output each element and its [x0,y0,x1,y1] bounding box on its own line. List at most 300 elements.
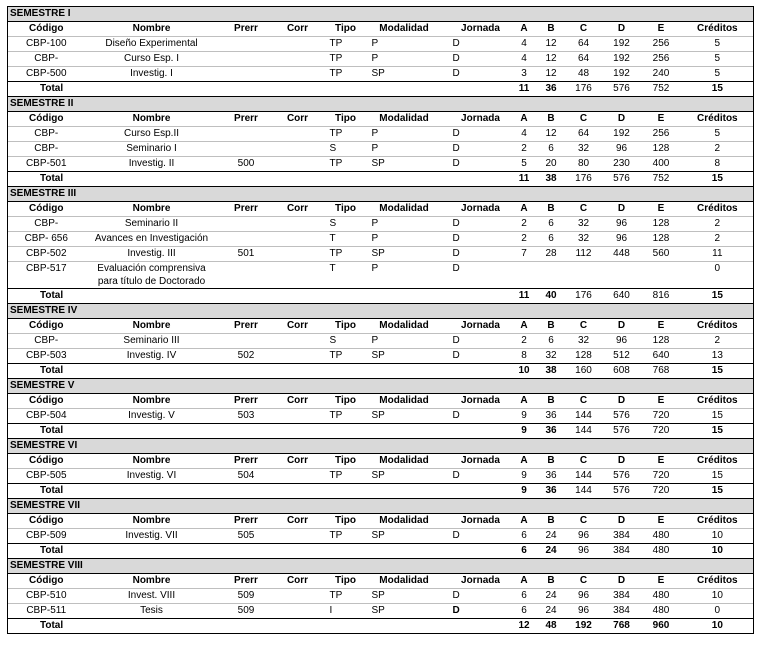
total-creditos: 15 [682,289,754,304]
total-corr [274,172,322,187]
semester-title-row [8,97,754,112]
course-row [8,409,754,424]
course-modalidad: P [364,334,439,349]
total-prerr [219,619,274,634]
column-header-creditos: Créditos [682,202,754,217]
total-nombre [85,484,219,499]
column-header-d: D [603,112,641,127]
column-header-corr: Corr [274,202,322,217]
course-codigo: CBP- [8,217,85,232]
course-b: 20 [538,157,565,172]
column-header-nombre: Nombre [85,514,219,529]
course-tipo: TP [322,127,364,142]
course-prerr [219,127,274,142]
semester-title-row [8,7,754,22]
total-tipo [322,82,364,97]
total-b: 36 [538,82,565,97]
course-row [8,262,754,289]
column-header-b: B [538,514,565,529]
total-nombre [85,544,219,559]
total-creditos: 10 [682,544,754,559]
column-header-b: B [538,319,565,334]
course-codigo: CBP-505 [8,469,85,484]
course-c: 32 [565,217,603,232]
semester-title: SEMESTRE VII [8,499,754,514]
course-row [8,127,754,142]
column-header-a: A [511,112,538,127]
column-header-b: B [538,202,565,217]
course-creditos: 5 [682,52,754,67]
column-header-c: C [565,454,603,469]
total-a: 9 [511,424,538,439]
course-corr [274,142,322,157]
semester-total-row [8,544,754,559]
total-jornada [439,172,511,187]
course-modalidad: P [364,127,439,142]
column-header-modalidad: Modalidad [364,574,439,589]
course-corr [274,247,322,262]
column-header-modalidad: Modalidad [364,202,439,217]
column-header-tipo: Tipo [322,574,364,589]
course-nombre: Investig. VII [85,529,219,544]
course-row [8,247,754,262]
total-prerr [219,172,274,187]
course-tipo: S [322,334,364,349]
column-header-a: A [511,22,538,37]
course-prerr: 503 [219,409,274,424]
course-row [8,142,754,157]
course-modalidad: SP [364,409,439,424]
course-creditos: 0 [682,262,754,289]
total-a: 6 [511,544,538,559]
course-b: 6 [538,334,565,349]
total-modalidad [364,619,439,634]
course-prerr [219,217,274,232]
course-b: 36 [538,469,565,484]
course-prerr [219,232,274,247]
course-corr [274,349,322,364]
total-d: 640 [603,289,641,304]
total-a: 11 [511,289,538,304]
total-modalidad [364,364,439,379]
column-header-nombre: Nombre [85,574,219,589]
course-jornada: D [439,217,511,232]
course-d: 192 [603,37,641,52]
course-nombre: Investig. I [85,67,219,82]
total-creditos: 15 [682,364,754,379]
column-header-tipo: Tipo [322,22,364,37]
semester-title-row [8,187,754,202]
course-jornada: D [439,604,511,619]
course-e: 640 [641,349,682,364]
course-prerr: 500 [219,157,274,172]
course-corr [274,52,322,67]
course-creditos: 10 [682,529,754,544]
column-header-row [8,514,754,529]
course-b: 6 [538,217,565,232]
course-codigo: CBP-504 [8,409,85,424]
course-corr [274,469,322,484]
total-nombre [85,172,219,187]
course-c: 64 [565,37,603,52]
column-header-e: E [641,574,682,589]
course-d: 230 [603,157,641,172]
semester-total-row [8,172,754,187]
column-header-b: B [538,22,565,37]
column-header-corr: Corr [274,394,322,409]
column-header-row [8,394,754,409]
total-b: 38 [538,172,565,187]
course-prerr: 502 [219,349,274,364]
total-modalidad [364,544,439,559]
course-e: 480 [641,604,682,619]
total-c: 144 [565,484,603,499]
course-codigo: CBP- [8,142,85,157]
total-tipo [322,424,364,439]
course-d: 384 [603,529,641,544]
column-header-e: E [641,454,682,469]
course-b: 24 [538,529,565,544]
course-creditos: 13 [682,349,754,364]
course-jornada: D [439,127,511,142]
course-e: 480 [641,529,682,544]
total-c: 160 [565,364,603,379]
total-a: 9 [511,484,538,499]
course-c: 96 [565,529,603,544]
course-tipo: TP [322,349,364,364]
column-header-c: C [565,22,603,37]
total-corr [274,364,322,379]
semester-title: SEMESTRE V [8,379,754,394]
total-d: 576 [603,82,641,97]
column-header-modalidad: Modalidad [364,514,439,529]
column-header-corr: Corr [274,22,322,37]
column-header-d: D [603,454,641,469]
column-header-row [8,22,754,37]
course-prerr [219,334,274,349]
total-c: 176 [565,172,603,187]
column-header-jornada: Jornada [439,22,511,37]
column-header-row [8,319,754,334]
course-nombre: Diseño Experimental [85,37,219,52]
course-jornada: D [439,262,511,289]
total-b: 38 [538,364,565,379]
course-a: 4 [511,37,538,52]
total-d: 384 [603,544,641,559]
course-a: 6 [511,604,538,619]
course-c: 64 [565,52,603,67]
course-b: 32 [538,349,565,364]
column-header-tipo: Tipo [322,202,364,217]
course-e: 256 [641,37,682,52]
course-modalidad: SP [364,529,439,544]
course-codigo: CBP-517 [8,262,85,289]
course-corr [274,232,322,247]
course-corr [274,157,322,172]
curriculum-sheet [7,6,753,634]
course-a: 3 [511,67,538,82]
total-corr [274,484,322,499]
course-e [641,262,682,289]
column-header-codigo: Código [8,22,85,37]
total-corr [274,619,322,634]
semester-total-row [8,619,754,634]
column-header-jornada: Jornada [439,454,511,469]
total-b: 36 [538,484,565,499]
total-nombre [85,424,219,439]
column-header-modalidad: Modalidad [364,22,439,37]
course-codigo: CBP- 656 [8,232,85,247]
course-creditos: 10 [682,589,754,604]
course-row [8,589,754,604]
total-codigo: Total [8,619,85,634]
column-header-tipo: Tipo [322,454,364,469]
course-creditos: 15 [682,469,754,484]
total-jornada [439,289,511,304]
course-c: 80 [565,157,603,172]
course-c: 128 [565,349,603,364]
column-header-d: D [603,574,641,589]
course-d: 192 [603,127,641,142]
semester-total-row [8,82,754,97]
course-tipo: TP [322,409,364,424]
course-e: 256 [641,127,682,142]
column-header-jornada: Jornada [439,514,511,529]
total-modalidad [364,82,439,97]
course-codigo: CBP- [8,334,85,349]
total-a: 11 [511,82,538,97]
course-c: 96 [565,604,603,619]
course-a: 2 [511,232,538,247]
column-header-b: B [538,112,565,127]
course-jornada: D [439,409,511,424]
total-jornada [439,424,511,439]
course-e: 720 [641,469,682,484]
course-nombre: Investig. IV [85,349,219,364]
column-header-b: B [538,454,565,469]
column-header-prerr: Prerr [219,514,274,529]
course-nombre: Tesis [85,604,219,619]
total-e: 752 [641,82,682,97]
course-b: 6 [538,232,565,247]
column-header-creditos: Créditos [682,394,754,409]
column-header-tipo: Tipo [322,319,364,334]
course-c [565,262,603,289]
total-jornada [439,82,511,97]
course-tipo: T [322,232,364,247]
column-header-jornada: Jornada [439,574,511,589]
course-d: 96 [603,334,641,349]
total-e: 720 [641,484,682,499]
course-tipo: TP [322,529,364,544]
total-b: 36 [538,424,565,439]
course-jornada: D [439,529,511,544]
course-codigo: CBP-510 [8,589,85,604]
course-modalidad: P [364,217,439,232]
semester-title-row [8,499,754,514]
column-header-a: A [511,202,538,217]
semester-title: SEMESTRE VI [8,439,754,454]
course-corr [274,67,322,82]
total-e: 768 [641,364,682,379]
course-d: 192 [603,52,641,67]
total-nombre [85,82,219,97]
column-header-codigo: Código [8,319,85,334]
column-header-c: C [565,514,603,529]
course-b: 12 [538,37,565,52]
semester-title-row [8,559,754,574]
total-c: 176 [565,289,603,304]
column-header-corr: Corr [274,112,322,127]
course-a: 4 [511,52,538,67]
course-row [8,52,754,67]
column-header-d: D [603,514,641,529]
total-corr [274,424,322,439]
course-nombre: Curso Esp.II [85,127,219,142]
total-codigo: Total [8,289,85,304]
course-a: 7 [511,247,538,262]
course-e: 560 [641,247,682,262]
total-codigo: Total [8,424,85,439]
semester-total-row [8,484,754,499]
column-header-modalidad: Modalidad [364,394,439,409]
course-codigo: CBP-503 [8,349,85,364]
column-header-codigo: Código [8,454,85,469]
column-header-jornada: Jornada [439,394,511,409]
course-codigo: CBP-500 [8,67,85,82]
course-creditos: 8 [682,157,754,172]
course-codigo: CBP-502 [8,247,85,262]
column-header-prerr: Prerr [219,574,274,589]
course-a: 9 [511,409,538,424]
semester-title: SEMESTRE I [8,7,754,22]
total-tipo [322,289,364,304]
total-jornada [439,484,511,499]
course-jornada: D [439,157,511,172]
course-jornada: D [439,247,511,262]
course-row [8,529,754,544]
course-nombre: Avances en Investigación [85,232,219,247]
course-c: 96 [565,589,603,604]
total-e: 816 [641,289,682,304]
total-prerr [219,484,274,499]
total-jornada [439,619,511,634]
total-jornada [439,364,511,379]
semester-title-row [8,304,754,319]
course-d: 96 [603,217,641,232]
course-prerr: 501 [219,247,274,262]
course-prerr: 504 [219,469,274,484]
column-header-corr: Corr [274,574,322,589]
column-header-corr: Corr [274,454,322,469]
course-row [8,334,754,349]
column-header-codigo: Código [8,514,85,529]
course-e: 128 [641,334,682,349]
course-jornada: D [439,37,511,52]
course-modalidad: P [364,37,439,52]
course-nombre: Seminario II [85,217,219,232]
course-prerr [219,142,274,157]
column-header-prerr: Prerr [219,112,274,127]
course-corr [274,217,322,232]
column-header-creditos: Créditos [682,454,754,469]
column-header-codigo: Código [8,202,85,217]
column-header-d: D [603,202,641,217]
course-nombre: Investig. III [85,247,219,262]
total-creditos: 15 [682,424,754,439]
course-b: 24 [538,589,565,604]
course-modalidad: SP [364,349,439,364]
course-d: 384 [603,604,641,619]
curriculum-table [7,6,754,634]
course-row [8,469,754,484]
total-codigo: Total [8,364,85,379]
total-c: 192 [565,619,603,634]
course-nombre: Seminario I [85,142,219,157]
total-prerr [219,424,274,439]
column-header-e: E [641,394,682,409]
total-tipo [322,484,364,499]
course-d: 576 [603,409,641,424]
course-modalidad: P [364,232,439,247]
course-a: 4 [511,127,538,142]
course-creditos: 15 [682,409,754,424]
course-e: 240 [641,67,682,82]
course-a: 5 [511,157,538,172]
column-header-prerr: Prerr [219,454,274,469]
course-codigo: CBP-509 [8,529,85,544]
course-codigo: CBP-511 [8,604,85,619]
column-header-codigo: Código [8,112,85,127]
semester-title: SEMESTRE VIII [8,559,754,574]
course-e: 720 [641,409,682,424]
course-nombre: Investig. VI [85,469,219,484]
course-row [8,217,754,232]
total-c: 144 [565,424,603,439]
course-corr [274,37,322,52]
column-header-creditos: Créditos [682,112,754,127]
column-header-prerr: Prerr [219,22,274,37]
course-d: 576 [603,469,641,484]
column-header-modalidad: Modalidad [364,454,439,469]
total-a: 10 [511,364,538,379]
course-a: 8 [511,349,538,364]
column-header-nombre: Nombre [85,319,219,334]
total-creditos: 15 [682,484,754,499]
total-d: 576 [603,424,641,439]
column-header-c: C [565,112,603,127]
column-header-d: D [603,394,641,409]
course-e: 128 [641,142,682,157]
column-header-e: E [641,112,682,127]
column-header-nombre: Nombre [85,202,219,217]
column-header-e: E [641,202,682,217]
column-header-row [8,112,754,127]
total-d: 576 [603,172,641,187]
course-prerr [219,37,274,52]
course-row [8,157,754,172]
curriculum-body [8,7,754,634]
course-c: 144 [565,469,603,484]
column-header-b: B [538,574,565,589]
total-modalidad [364,424,439,439]
total-creditos: 10 [682,619,754,634]
column-header-jornada: Jornada [439,202,511,217]
course-prerr [219,262,274,289]
course-modalidad: SP [364,157,439,172]
column-header-c: C [565,574,603,589]
course-modalidad: SP [364,247,439,262]
